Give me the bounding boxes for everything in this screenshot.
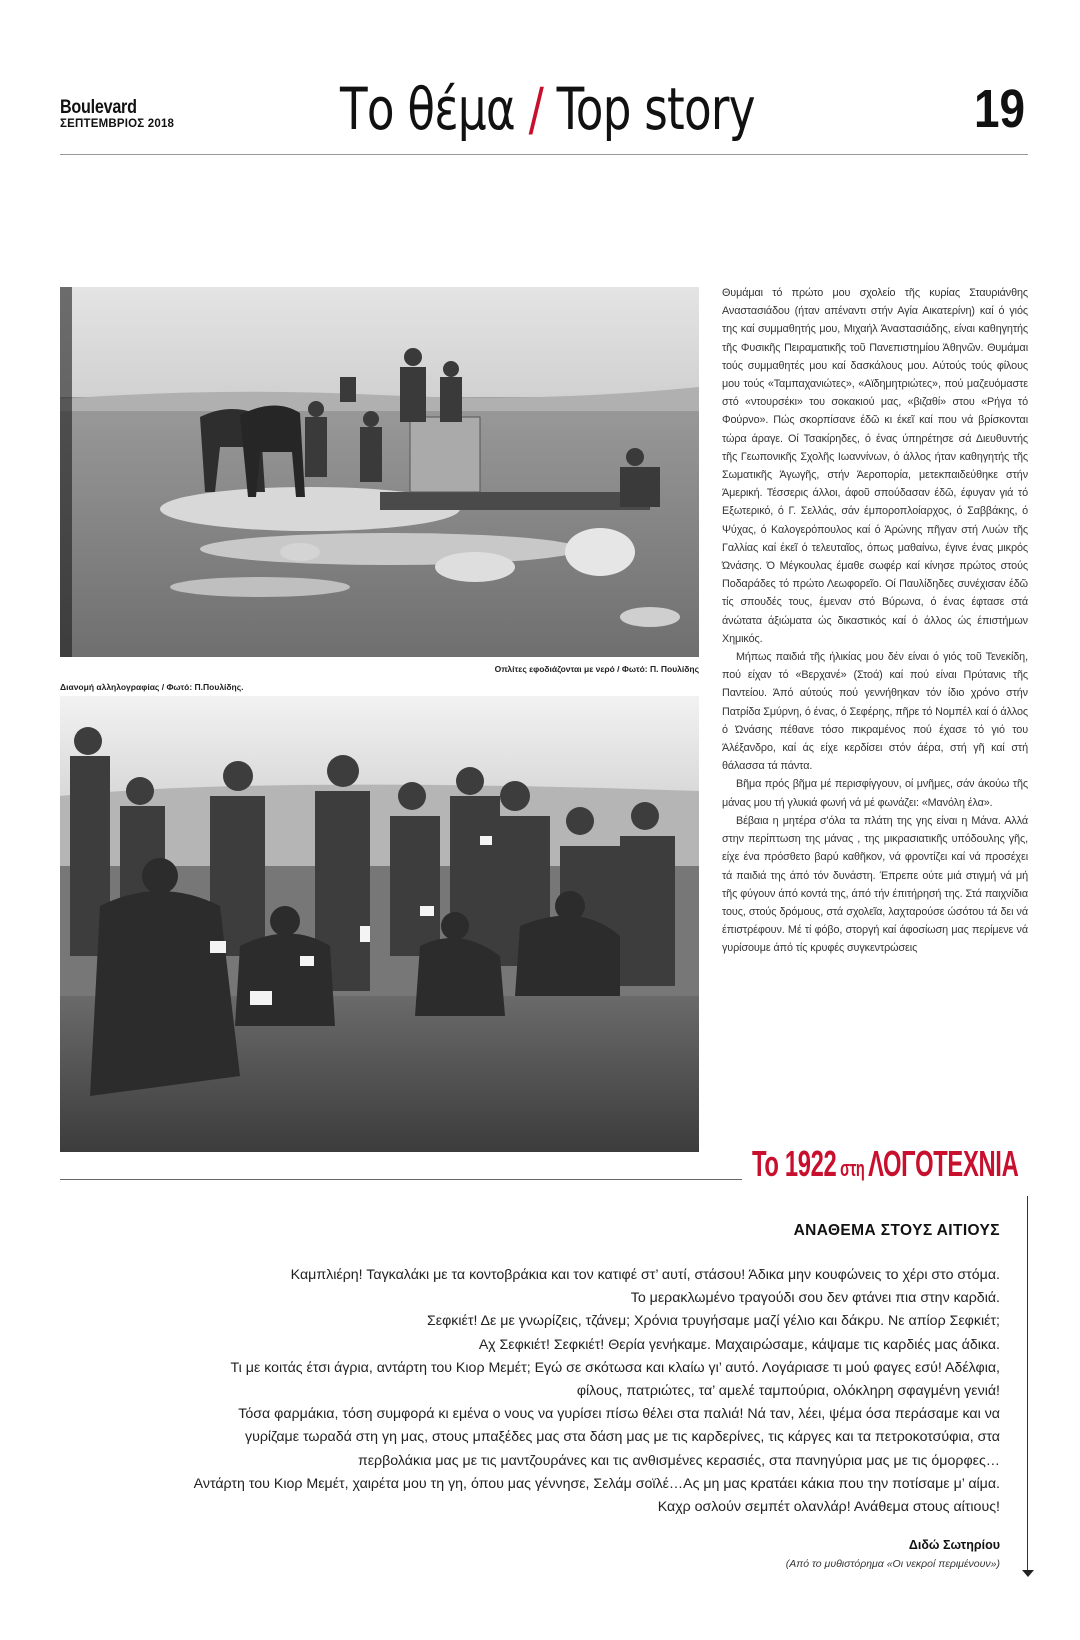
photo1-caption: Οπλίτες εφοδιάζονται με νερό / Φωτό: Π. Πουλίδης [494, 664, 699, 674]
poem-source: (Από το μυθιστόρημα «Οι νεκροί περιμένουν») [785, 1558, 1000, 1570]
poem-line: γυρίζαμε τωραδά στη γη μας, στους μπαξέδες μας στα δάση μας με τις καρδερίνες, τις κάργες και τα πετροκοτσύφια, στα [244, 1429, 1000, 1446]
page-headline [340, 74, 755, 144]
poem-line: Σεφκιέτ! Δε με γνωρίζεις, τζάνεμ; Χρόνια τρυγήσαμε μαζί γέλιο και δάκρυ. Νε απίορ Σεφκιέτ; [426, 1313, 1000, 1330]
poem-text [100, 1264, 1000, 1519]
article-paragraph: Μήπως παιδιά τῆς ήλικίας μου δέν είναι ό γιός τοῦ Τενεκίδη, πού είχαν τό «Βερχανέ» (Στοά) καί πού είναι Πρύτανις τῆς Παντείου. Άπό αύτούς πού γεννήθηκαν τόν ίδιο χρόνο στήν Πατρίδα Σμύρνη, ό ένας, ό Σεφέρης, πῆρε τό Νομπέλ καί ό άλλος ό Ώνάσης πέθανε τόσο πικραμένος πού έχασε τό γιό του Άλέξανδρο, καί άς είχε κερδίσει στόν άέρα, στή γῆ καί στή θάλασσα τά πάντα. [722, 651, 1029, 773]
article-paragraph: Βέβαια η μητέρα σ'όλα τα πλάτη της γης είναι η Μάνα. Αλλά στην περίπτωση της μάνας , της μικρασιατικῆς υπόδουλης γῆς, είχε ένα πρόσθετο βαρύ καθῆκον, νά φροντίζει καί νά προσέχει τά παιδιά της άπό τόν δυνάστη. Έπρεπε ούτε μιά στιγμή νά μή τῆς φύγουν άπό κοντά της, άπό τήν έπιτήρησή της. Στά παιχνίδια τους, στούς δρόμους, στά σχολεῖα, λαχταρούσε ώσότου τά δει νά έπιστρέφουν. Μέ τί φόβο, στοργή καί άφοσίωση μας περίμενε νά γυρίσουμε άπό τίς κρυφές συγκεντρώσεις [722, 814, 1028, 955]
photo-soldiers-water [60, 287, 699, 657]
poem-line: Αχ Σεφκιέτ! Σεφκιέτ! Θερία γενήκαμε. Μαχαιρώσαμε, κάψαμε τις καρδιές μας άδικα. [478, 1336, 1000, 1353]
poem-line: Το μερακλωμένο τραγούδι σου δεν φτάνει πια στην καρδιά. [630, 1290, 1000, 1307]
article-paragraph: Θυμάμαι τό πρώτο μου σχολείο τῆς κυρίας Σταυριάνθης Αναστασιάδου (ήταν απέναντι στήν Αγία Αικατερίνη) καί ό γιός της καί συμμαθητής μου, Μιχαήλ Άναστασιάδης, είναι καθηγητής τῆς Φυσικῆς Πειραματικῆς τοῦ Πανεπιστημίου Άθηνῶν. Θυμάμαι τούς συμμαθητές μου καί δασκάλους μου. Αύτούς τούς φίλους μου τούς «Ταμπαχανιώτες», «Αϊδημητριώτες», πού μαζευόμαστε στό «ντουρσέκι» του σοκακιού μας, «βιζαθί» στου «Ρήγα τό Φούρνο». Πώς σκορπίσανε έδῶ κι έκεῖ καί που νά βρίσκονται τώρα άραγε. Οί Τσακίρηδες, ό ένας ύπηρέτησε σά Διευθυντής τῆς Γεωπονικῆς Σχολῆς Ιωαννίνων, ό άλλος ήταν καθηγητής τῆς Σωματικῆς Άγωγῆς, στήν Άεροπορία, μετεκπαιδεύθηκε στήν Άμερική. Τέσσερις άλλοι, άφοῦ σπούδασαν έδῶ, έφυγαν γιά τό Εξωτερικό, ό Γ. Σελλάς, σάν έμποροπλοίαρχος, ό Σαββάκης, ό Ψύχας, ό Καλογερόπουλος καί ό Άρώνης πῆγαν στή Λυών τῆς Γαλλίας καί έκεῖ ό τελευταῖος, όπως μαθαίνω, έγινε ένας μικρός Ώνάσης. Ό Μέγκουλας έμαθε σωφέρ καί κίνησε πρώτος στούς Ποδαράδες τό πρώτο Λεωφορεῖο. Οί Παυλίδηδες συνέχισαν έδῶ τίς σπουδές τους, έμεναν στό Βύρωνα, ό ένας έφτασε στά άνώτατα άξιώματα ώς δικαστικός καί ό άλλος ώς έπιστήμων Χημικός. [722, 287, 1028, 645]
poem-line: Αντάρτη του Κιορ Μεμέτ, χαιρέτα μου τη γη, όπου μας γέννησε, Σελάμ σοϊλέ…Ας μη μας κρατάει κάκια που την ποτίσαμε μ’ αίμα. [193, 1475, 1000, 1492]
article-paragraph: Βῆμα πρός βῆμα μέ περισφίγγουν, οί μνῆμες, σάν άκούω τῆς μάνας μου τή γλυκιά φωνή νά μέ φωνάζει: «Μανόλη έλα». [722, 778, 1028, 809]
section-title-subject: ΛΟΓΟΤΕΧΝΙΑ [868, 1143, 1019, 1184]
poem-title: ΑΝΑΘΕΜΑ ΣΤΟΥΣ ΑΙΤΙΟΥΣ [793, 1222, 1000, 1239]
down-arrow-icon [1022, 1570, 1034, 1577]
poem-line: φίλους, πατριώτες, τα’ αμελέ ταμπούρια, ολόκληρη σφαγμένη γενιά! [576, 1383, 1000, 1400]
photo-mail-distribution [60, 696, 699, 1152]
section-divider [60, 1179, 742, 1180]
poem-line: περβολάκια μας με τις μαντζουράνες και τις ανθισμένες κερασιές, στα πανηγύρια μας με τις όμορφες… [357, 1452, 1000, 1469]
poem-line: Τι με κοιτάς έτσι άγρια, αντάρτη του Κιορ Μεμέτ; Εγώ σε σκότωσα και κλαίω γι’ αυτό. Λογάριασε τι μού φαγες εσύ! Αδέλφια, [230, 1359, 1000, 1376]
issue-date: ΣΕΠΤΕΜΒΡΙΟΣ 2018 [60, 118, 175, 130]
article-body [722, 284, 1028, 958]
headline-greek: Το θέμα [340, 75, 515, 143]
section-title-year: 1922 [784, 1143, 837, 1184]
page-number: 19 [973, 79, 1025, 139]
poem-line: Καμπλιέρη! Ταγκαλάκι με τα κοντοβράκια και τον κατιφέ στ’ αυτί, στάσου! Άδικα μην κουφώνεις το χέρι στο στόμα. [290, 1267, 1000, 1283]
poem-author: Διδώ Σωτηρίου [908, 1538, 1000, 1552]
headline-english: Top story [556, 75, 755, 143]
section-title-connector: στη [836, 1156, 869, 1181]
poem-line: Καχρ οσλούν σεμπέτ ολανλάρ! Ανάθεμα στους αίτιους! [657, 1499, 1000, 1516]
photo2-caption: Διανομή αλληλογραφίας / Φωτό: Π.Πουλίδης. [60, 682, 244, 692]
section-title [752, 1144, 1018, 1189]
headline-slash: / [528, 75, 544, 143]
brand-logo: Boulevard [60, 97, 137, 118]
section-vertical-rule [1027, 1196, 1028, 1570]
poem-line: Τόσα φαρμάκια, τόση συμφορά κι εμένα ο νους να γυρίσει πίσω θέλει στα παλιά! Νά ταν, λέει, ψέμα όσα περάσαμε και να [238, 1406, 1000, 1423]
header-divider [60, 154, 1028, 155]
section-title-prefix: Το [752, 1143, 785, 1184]
